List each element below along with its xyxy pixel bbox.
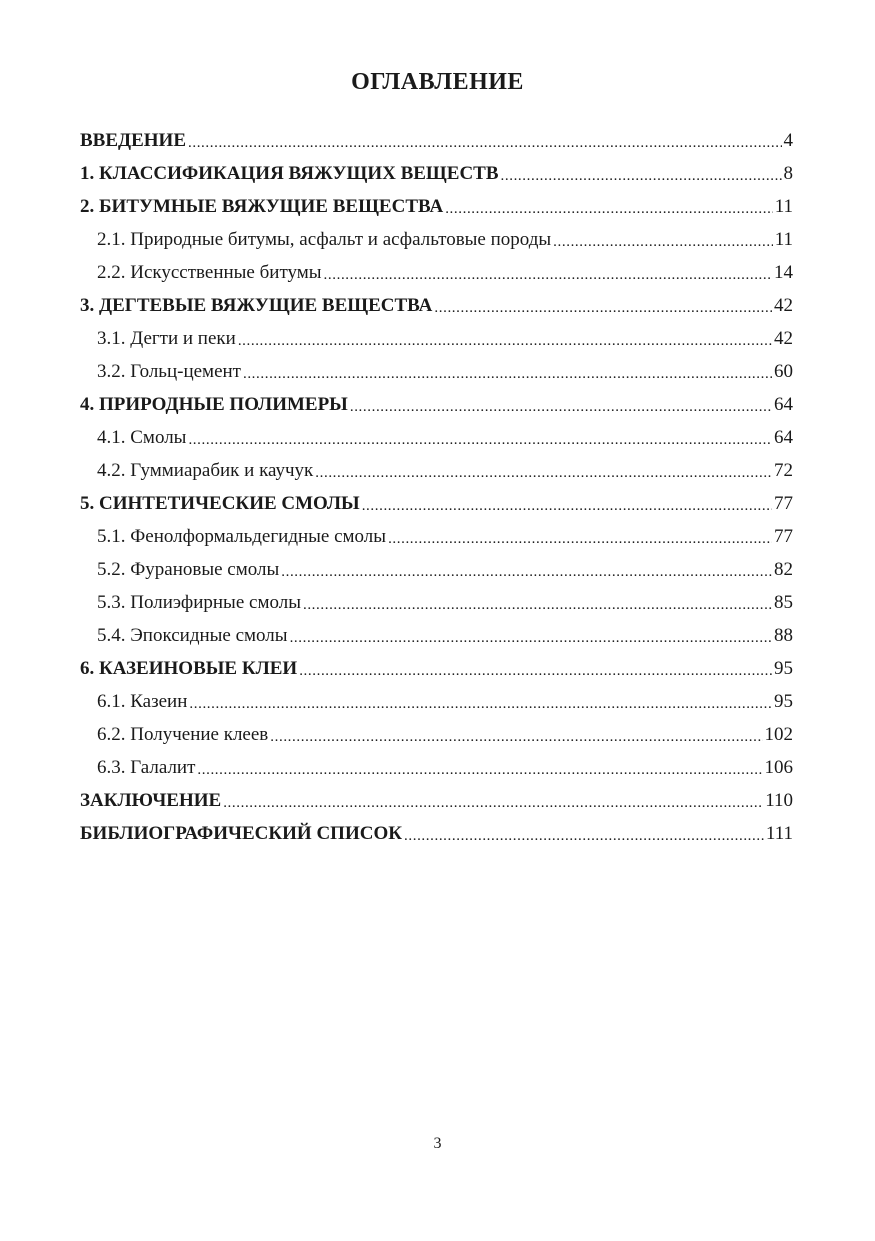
toc-entry-title: 1. КЛАССИФИКАЦИЯ ВЯЖУЩИХ ВЕЩЕСТВ (80, 163, 499, 184)
toc-section-entry[interactable] (80, 355, 793, 388)
toc-entry-page: 95 (774, 691, 793, 712)
toc-chapter-entry[interactable] (80, 157, 793, 190)
toc-chapter-entry[interactable] (80, 289, 793, 322)
toc-section-entry[interactable] (80, 454, 793, 487)
toc-entry-page: 11 (774, 196, 793, 217)
toc-entry-title: БИБЛИОГРАФИЧЕСКИЙ СПИСОК (80, 823, 403, 844)
toc-dot-leader (315, 457, 772, 490)
toc-dot-leader (501, 160, 782, 193)
toc-entry-page: 110 (765, 790, 793, 811)
toc-entry-title: 5.2. Фурановые смолы (97, 559, 280, 580)
toc-section-entry[interactable] (80, 223, 793, 256)
toc-entry-title: 3.2. Гольц-цемент (97, 361, 241, 382)
toc-dot-leader (223, 787, 763, 820)
toc-entry-page: 95 (774, 658, 793, 679)
toc-entry-title: 5.1. Фенолформальдегидные смолы (97, 526, 387, 547)
toc-section-entry[interactable] (80, 256, 793, 289)
toc-dot-leader (238, 325, 772, 358)
toc-entry-title: 4.2. Гуммиарабик и каучук (97, 460, 314, 481)
toc-entry-page: 4 (783, 130, 793, 151)
page-number: 3 (433, 1135, 442, 1152)
toc-entry-title: 2.2. Искусственные битумы (97, 262, 322, 283)
toc-section-entry[interactable] (80, 553, 793, 586)
toc-entry-page: 64 (774, 394, 793, 415)
toc-dot-leader (404, 820, 764, 853)
toc-entry-page: 8 (783, 163, 793, 184)
toc-entry-page: 102 (764, 724, 793, 745)
toc-entry-page: 88 (774, 625, 793, 646)
page-title: ОГЛАВЛЕНИЕ (351, 69, 524, 95)
toc-dot-leader (350, 391, 772, 424)
toc-chapter-entry[interactable] (80, 817, 793, 850)
toc-dot-leader (388, 523, 772, 556)
toc-entry-page: 106 (764, 757, 793, 778)
toc-entry-page: 14 (774, 262, 793, 283)
toc-dot-leader (324, 259, 772, 292)
toc-entry-title: ВВЕДЕНИЕ (80, 130, 186, 151)
toc-section-entry[interactable] (80, 685, 793, 718)
toc-dot-leader (290, 622, 772, 655)
toc-chapter-entry[interactable] (80, 190, 793, 223)
toc-entry-page: 11 (774, 229, 793, 250)
toc-dot-leader (362, 490, 772, 523)
toc-section-entry[interactable] (80, 520, 793, 553)
toc-entry-title: 4.1. Смолы (97, 427, 187, 448)
toc-section-entry[interactable] (80, 586, 793, 619)
toc-entry-page: 77 (774, 526, 793, 547)
toc-entry-title: 5. СИНТЕТИЧЕСКИЕ СМОЛЫ (80, 493, 360, 514)
toc-chapter-entry[interactable] (80, 784, 793, 817)
toc-chapter-entry[interactable] (80, 652, 793, 685)
toc-section-entry[interactable] (80, 751, 793, 784)
toc-entry-title: 6.1. Казеин (97, 691, 188, 712)
toc-entry-page: 60 (774, 361, 793, 382)
toc-section-entry[interactable] (80, 619, 793, 652)
toc-dot-leader (188, 424, 772, 457)
toc-entry-page: 42 (774, 295, 793, 316)
toc-entry-title: 2.1. Природные битумы, асфальт и асфальтовые породы (97, 229, 552, 250)
toc-entry-title: 6. КАЗЕИНОВЫЕ КЛЕИ (80, 658, 298, 679)
toc-entry-title: 6.3. Галалит (97, 757, 196, 778)
toc-section-entry[interactable] (80, 718, 793, 751)
toc-section-entry[interactable] (80, 322, 793, 355)
toc-entry-title: 5.4. Эпоксидные смолы (97, 625, 288, 646)
toc-entry-title: 6.2. Получение клеев (97, 724, 269, 745)
toc-entry-title: 3.1. Дегти и пеки (97, 328, 236, 349)
toc-entry-title: 5.3. Полиэфирные смолы (97, 592, 301, 613)
toc-entry-page: 42 (774, 328, 793, 349)
toc-dot-leader (281, 556, 772, 589)
toc-entry-page: 82 (774, 559, 793, 580)
toc-chapter-entry[interactable] (80, 487, 793, 520)
toc-dot-leader (445, 193, 773, 226)
toc-entry-page: 85 (774, 592, 793, 613)
toc-entry-title: 3. ДЕГТЕВЫЕ ВЯЖУЩИЕ ВЕЩЕСТВА (80, 295, 433, 316)
toc-dot-leader (303, 589, 772, 622)
toc-dot-leader (299, 655, 772, 688)
toc-dot-leader (243, 358, 772, 391)
toc-entry-title: 2. БИТУМНЫЕ ВЯЖУЩИЕ ВЕЩЕСТВА (80, 196, 444, 217)
toc-chapter-entry[interactable] (80, 388, 793, 421)
toc-entry-page: 64 (774, 427, 793, 448)
toc-entry-page: 77 (774, 493, 793, 514)
toc-entry-page: 72 (774, 460, 793, 481)
toc-entry-title: ЗАКЛЮЧЕНИЕ (80, 790, 222, 811)
toc-dot-leader (197, 754, 762, 787)
toc-chapter-entry[interactable] (80, 124, 793, 157)
toc-dot-leader (553, 226, 773, 259)
toc-entry-page: 111 (765, 823, 793, 844)
toc-entry-title: 4. ПРИРОДНЫЕ ПОЛИМЕРЫ (80, 394, 348, 415)
toc-dot-leader (189, 688, 772, 721)
table-of-contents (80, 124, 793, 850)
toc-dot-leader (188, 127, 782, 160)
toc-section-entry[interactable] (80, 421, 793, 454)
toc-dot-leader (270, 721, 762, 754)
toc-dot-leader (434, 292, 772, 325)
